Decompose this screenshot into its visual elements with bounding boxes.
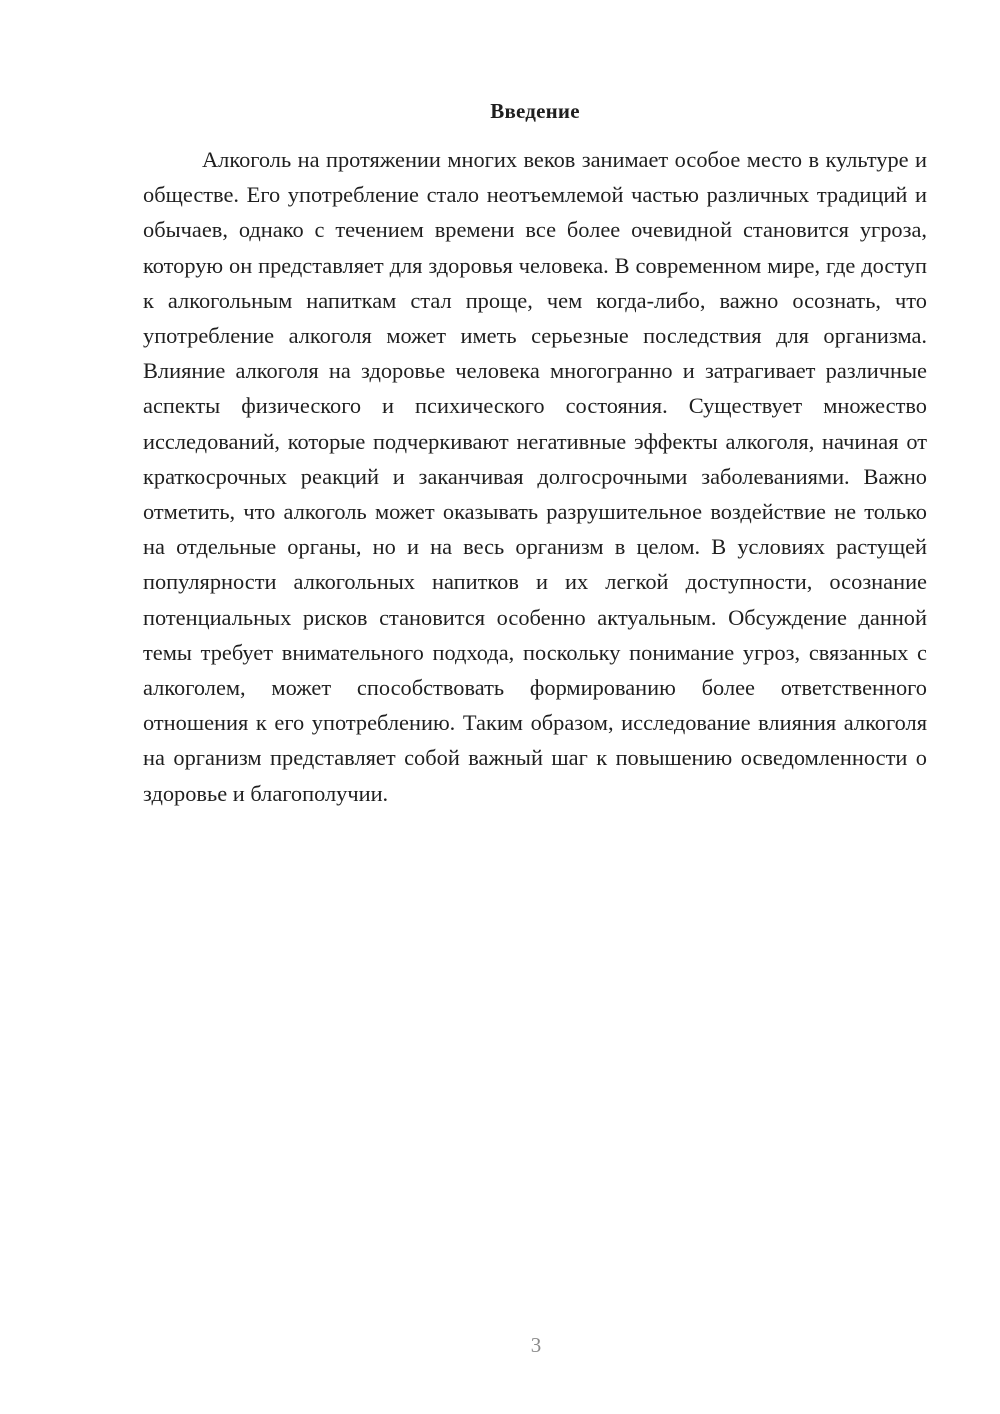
section-heading: Введение — [490, 99, 580, 123]
page-number: 3 — [530, 1333, 542, 1357]
body-paragraph: Алкоголь на протяжении многих веков занимает особое место в культуре и обществе. Его употребление стало неотъемлемой частью различных традиций и обычаев, однако с течением времени все более очевидной становится угроза, которую он представляет для здоровья человека. В современном мире, где доступ к алкогольным напиткам стал проще, чем когда-либо, важно осознать, что употребление алкоголя может иметь серьезные последствия для организма. Влияние алкоголя на здоровье человека многогранно и затрагивает различные аспекты физического и психического состояния. Существует множество исследований, которые подчеркивают негативные эффекты алкоголя, начиная от краткосрочных реакций и заканчивая долгосрочными заболеваниями. Важно отметить, что алкоголь может оказывать разрушительное воздействие не только на отдельные органы, но и на весь организм в целом. В условиях растущей популярности алкогольных напитков и их легкой доступности, осознание потенциальных рисков становится особенно актуальным. Обсуждение данной темы требует внимательного подхода, поскольку понимание угроз, связанных с алкоголем, может способствовать формированию более ответственного отношения к его употреблению. Таким образом, исследование влияния алкоголя на организм представляет собой важный шаг к повышению осведомленности о здоровье и благополучии. — [143, 147, 927, 806]
